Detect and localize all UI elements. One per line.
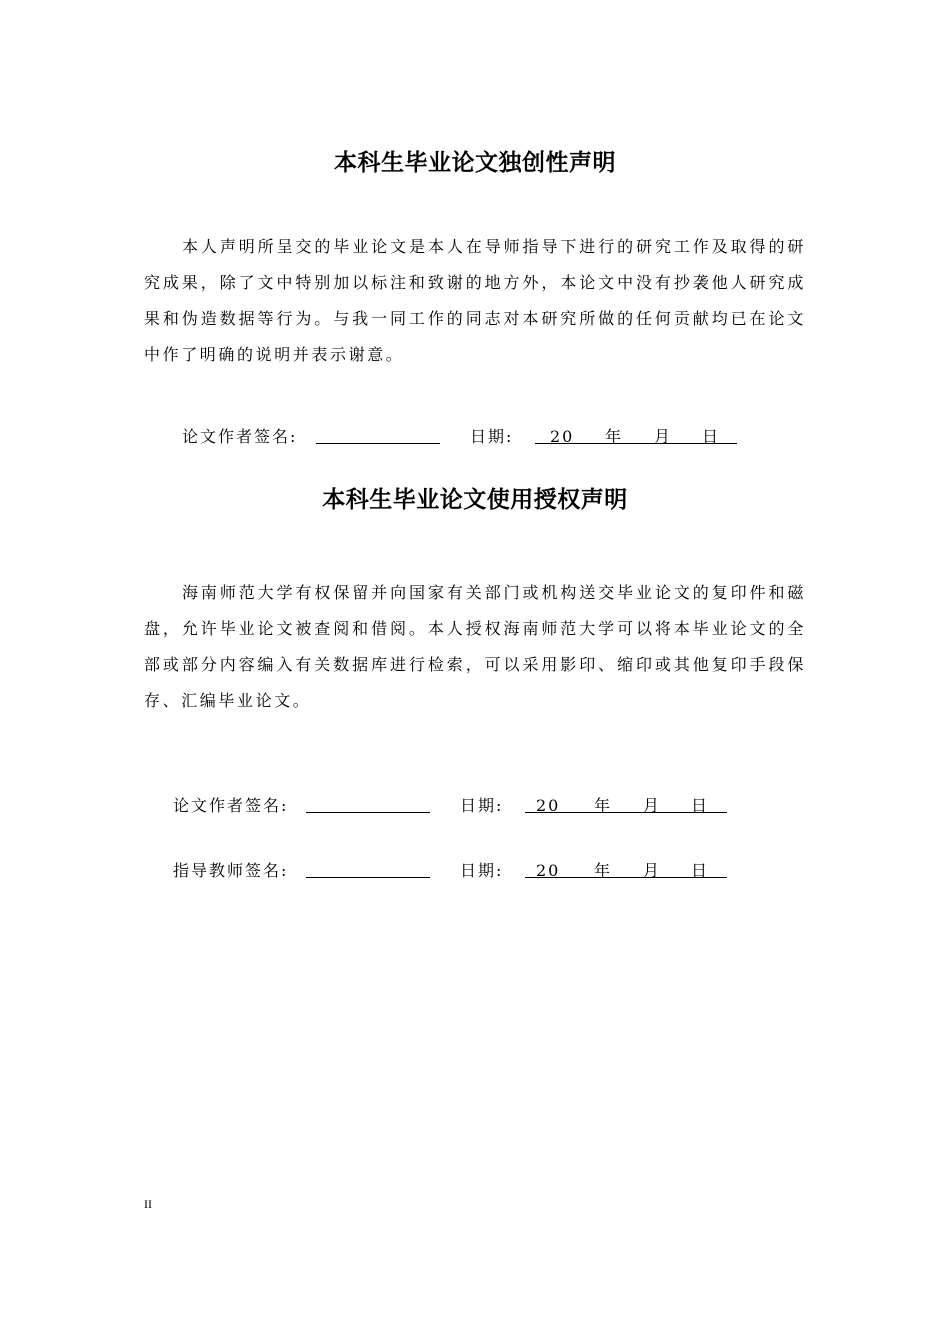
advisor-signature-line[interactable] — [306, 877, 430, 878]
originality-statement-text: 本人声明所呈交的毕业论文是本人在导师指导下进行的研究工作及取得的研究成果，除了文中特别加以标注和致谢的地方外，本论文中没有抄袭他人研究成果和伪造数据等行为。与我一同工作的同志对本研究所做的任何贡献均已在论文中作了明确的说明并表示谢意。 — [144, 237, 806, 364]
author-signature-label: 论文作者签名: — [173, 796, 289, 815]
authorization-statement-title: 本科生毕业论文使用授权声明 — [322, 487, 628, 513]
date-year-prefix: 20 — [536, 796, 561, 815]
author-signature-row-authorization — [0, 793, 950, 819]
authorization-statement-text: 海南师范大学有权保留并向国家有关部门或机构送交毕业论文的复印件和磁盘，允许毕业论文被查阅和借阅。本人授权海南师范大学可以将本毕业论文的全部或部分内容编入有关数据库进行检索，可以采用影印、缩印或其他复印手段保存、汇编毕业论文。 — [144, 583, 806, 710]
date-month-label: 月 — [643, 796, 662, 815]
date-year-label: 年 — [594, 796, 613, 815]
advisor-signature-row — [0, 858, 950, 884]
date-label: 日期: — [470, 427, 514, 446]
author-signature-line[interactable] — [316, 443, 440, 444]
date-month-label: 月 — [643, 861, 662, 880]
date-year-prefix: 20 — [536, 861, 561, 880]
date-year-prefix: 20 — [550, 427, 575, 446]
author-signature-label: 论文作者签名: — [182, 427, 298, 446]
date-day-label: 日 — [691, 861, 710, 880]
author-signature-row-originality — [0, 424, 950, 450]
date-label: 日期: — [460, 861, 504, 880]
date-year-label: 年 — [605, 427, 624, 446]
date-month-label: 月 — [654, 427, 673, 446]
advisor-signature-label: 指导教师签名: — [173, 861, 289, 880]
author-signature-line[interactable] — [306, 812, 430, 813]
originality-statement-title: 本科生毕业论文独创性声明 — [334, 150, 616, 176]
date-year-label: 年 — [594, 861, 613, 880]
page-number: II — [144, 1197, 152, 1211]
date-day-label: 日 — [691, 796, 710, 815]
date-label: 日期: — [460, 796, 504, 815]
date-day-label: 日 — [702, 427, 721, 446]
